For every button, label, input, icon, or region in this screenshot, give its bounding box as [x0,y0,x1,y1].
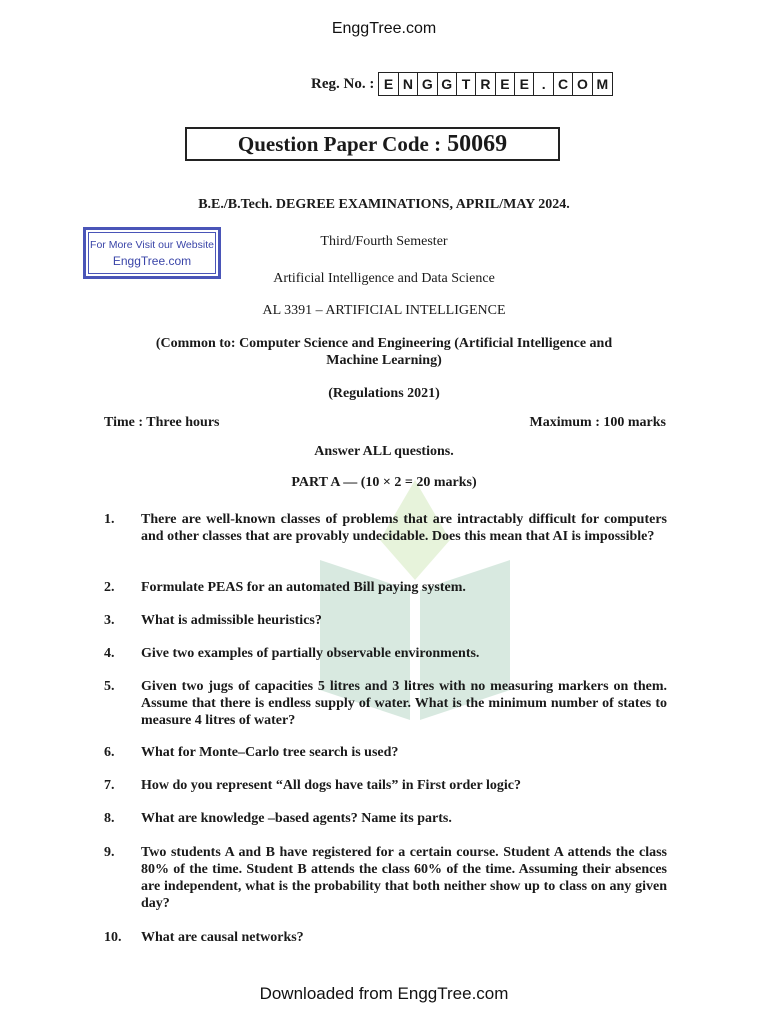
reg-no-box: R [476,73,495,95]
question-number: 10. [104,930,122,945]
reg-no-label: Reg. No. : [311,75,375,92]
subject: AL 3391 – ARTIFICIAL INTELLIGENCE [262,303,506,318]
question-3 [104,612,667,629]
stamp-line-1: For More Visit our Website [90,239,214,251]
question-number: 6. [104,745,115,760]
reg-no-box: E [379,73,398,95]
question-number: 7. [104,778,115,793]
reg-no-box: C [554,73,573,95]
question-text: Given two jugs of capacities 5 litres and 3 litres with no measuring markers on them. Assume that there is endless supply of water. What is the minimum number of states to measure 4 litres of water? [141,679,667,728]
question-text: What are causal networks? [141,930,304,945]
question-number: 5. [104,679,115,694]
instruction: Answer ALL questions. [314,444,454,459]
question-10 [104,929,667,946]
reg-no-box: T [457,73,476,95]
download-footer: Downloaded from EnggTree.com [259,984,509,1003]
question-text: Give two examples of partially observable environments. [141,646,480,661]
question-text: What is admissible heuristics? [141,613,322,628]
question-text: How do you represent “All dogs have tails” in First order logic? [141,778,521,793]
question-paper-code-box [185,127,560,161]
stamp-line-2: EnggTree.com [112,254,192,268]
reg-no-box: N [399,73,418,95]
question-text: What for Monte–Carlo tree search is used? [141,745,399,760]
part-heading: PART A — (10 × 2 = 20 marks) [291,475,477,490]
time-marks-row [104,415,666,431]
question-1 [104,511,667,545]
question-number: 4. [104,646,115,661]
time-allowed: Time : Three hours [104,415,220,430]
semester: Third/Fourth Semester [320,234,448,249]
question-paper-code-label: Question Paper Code : [237,131,442,156]
maximum-marks: Maximum : 100 marks [529,415,666,430]
exam-title: B.E./B.Tech. DEGREE EXAMINATIONS, APRIL/MAY 2024. [198,197,570,212]
question-number: 1. [104,512,115,527]
question-paper-code: 50069 [447,130,508,157]
common-to-line-1: (Common to: Computer Science and Engineering (Artificial Intelligence and [155,336,613,351]
branch: Artificial Intelligence and Data Science [273,271,495,286]
reg-no-box: O [573,73,592,95]
reg-no-box: E [496,73,515,95]
reg-no-field [311,72,613,96]
site-header: EnggTree.com [331,20,437,37]
question-text: There are well-known classes of problems that are intractably difficult for computers and other classes that are provably undecidable. Does this mean that AI is impossible? [141,512,667,544]
question-6 [104,744,667,761]
question-8 [104,810,667,827]
reg-no-box: M [596,76,609,92]
common-to-line-2: Machine Learning) [326,353,442,368]
question-number: 3. [104,613,115,628]
reg-no-box: G [438,73,457,95]
reg-no-boxes [378,72,613,96]
question-9 [104,844,667,912]
question-7 [104,777,667,794]
question-5 [104,678,667,729]
question-number: 9. [104,845,115,860]
question-text: What are knowledge –based agents? Name its parts. [141,811,452,826]
reg-no-box: . [534,73,553,95]
question-text: Formulate PEAS for an automated Bill paying system. [141,580,466,595]
reg-no-box: E [515,73,534,95]
question-text: Two students A and B have registered for a certain course. Student A attends the class 80% of the time. Student B attends the class 60% of the time. Assuming their absences are independent, what is the probability that both neither show up to class on any given day? [141,845,667,911]
regulations: (Regulations 2021) [328,386,440,401]
reg-no-box: G [418,73,437,95]
question-number: 8. [104,811,115,826]
question-2 [104,579,667,596]
question-4 [104,645,667,662]
question-number: 2. [104,580,115,595]
